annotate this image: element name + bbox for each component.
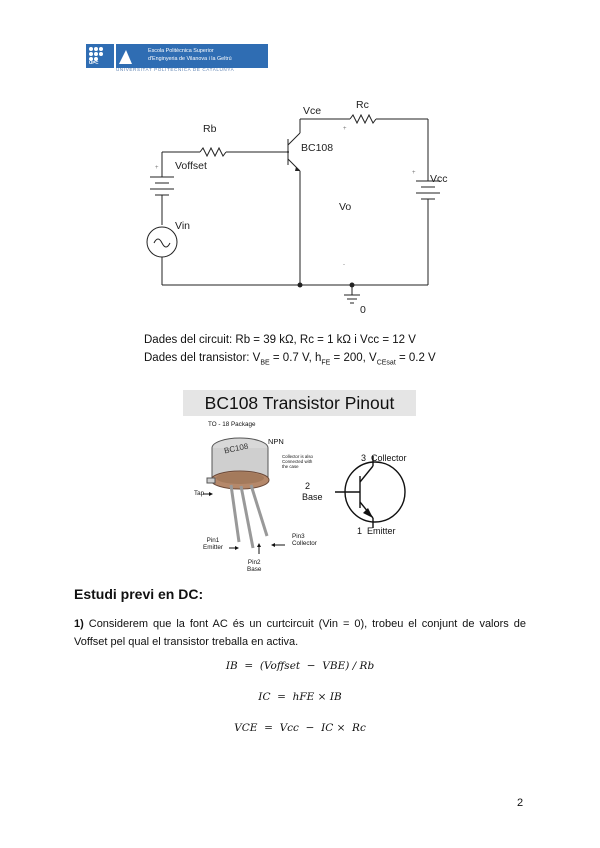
vcc-plus: + (412, 170, 416, 176)
emitter-arrow-icon (363, 508, 373, 518)
university-name: UNIVERSITAT POLITÈCNICA DE CATALUNYA (116, 67, 235, 72)
question-1: 1) Considerem que la font AC és un curtcircuit (Vin = 0), trobeu el conjunt de valors de Voffset pel qual el transistor treballa en activa. (74, 618, 526, 648)
base-pin-num: 2 (305, 481, 311, 491)
transistor-data: Dades del transistor: $V_{BE} = 0.7$ V, $h_{FE} = 200$, $V_{CEsat} = 0.2$ V (144, 352, 436, 367)
equation-ic: IC = hFE × IB (258, 691, 342, 703)
case-note: Collector is also Connected with the case (282, 454, 313, 469)
vcc-label: Vcc (430, 173, 448, 185)
pin3-label: Pin3 Collector (292, 533, 317, 547)
rc-label: Rc (356, 99, 369, 111)
page-number: 2 (517, 797, 524, 809)
rc-resistor-icon (350, 115, 376, 123)
vo-plus: + (343, 126, 347, 132)
pin1-label: Pin1 Emitter (203, 537, 223, 551)
pin2-label: Pin2 Base (247, 559, 262, 573)
tap-icon (207, 478, 215, 483)
emitter-label: Emitter (367, 526, 396, 536)
logo-line-1: Escola Politècnica Superior (148, 48, 214, 54)
vo-minus: - (343, 262, 345, 268)
pinout-title: BC108 Transistor Pinout (183, 390, 416, 416)
circuit-data: Dades del circuit: Rb = 39 kΩ, Rc = 1 kΩ i Vcc = 12 V (144, 334, 416, 346)
ground-label: 0 (360, 304, 366, 316)
section-title: Estudi previ en DC: (74, 586, 204, 602)
can-marking: BC108 (223, 441, 250, 456)
voffset-plus: + (155, 165, 159, 171)
tap-label: Tap (194, 490, 205, 497)
vo-label: Vo (339, 201, 352, 213)
equation-vce: VCE = Vcc − IC × Rc (234, 722, 366, 734)
equation-ib: IB = (Voffset − VBE) / Rb (225, 660, 375, 672)
vin-label: Vin (175, 220, 190, 232)
npn-label: NPN (268, 437, 284, 446)
rb-label: Rb (203, 123, 217, 135)
upc-mark: UPC (89, 60, 99, 65)
base-label: Base (302, 492, 323, 502)
collector-pin-num: 3 (361, 453, 367, 463)
vce-label: Vce (303, 105, 322, 117)
transistor-label: BC108 (301, 142, 334, 154)
logo-line-2: d'Enginyeria de Vilanova i la Geltrú (148, 56, 232, 62)
package-label: TO - 18 Package (208, 421, 256, 428)
emitter-pin-num: 1 (357, 526, 363, 536)
circuit-schematic (130, 95, 450, 320)
rb-resistor-icon (200, 148, 226, 156)
collector-label: Collector (371, 453, 407, 463)
voffset-label: Voffset (175, 160, 207, 172)
